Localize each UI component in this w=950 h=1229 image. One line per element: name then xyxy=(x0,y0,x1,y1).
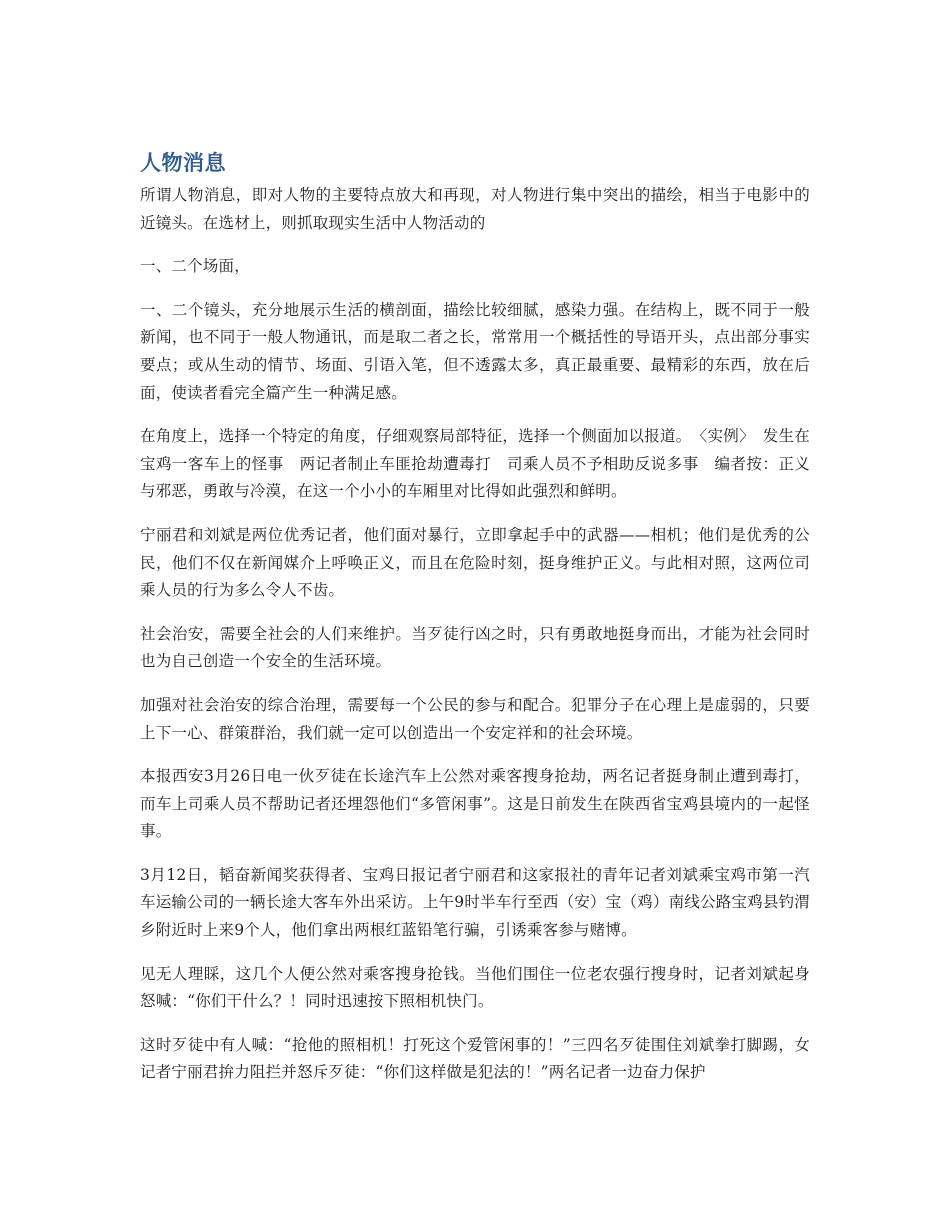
paragraph: 本报西安3月26日电一伙歹徒在长途汽车上公然对乘客搜身抢劫，两名记者挺身制止遭到毒打，而车上司乘人员不帮助记者还埋怨他们“多管闲事”。这是日前发生在陕西省宝鸡县境内的一起怪事。 xyxy=(140,767,810,841)
document-page xyxy=(140,148,810,1103)
paragraph: 一、二个镜头，充分地展示生活的横剖面，描绘比较细腻，感染力强。在结构上，既不同于一般新闻，也不同于一般人物通讯，而是取二者之长，常常用一个概括性的导语开头，点出部分事实要点；或从生动的情节、场面、引语入笔，但不透露太多，真正最重要、最精彩的东西，放在后面，使读者看完全篇产生一种满足感。 xyxy=(140,300,810,402)
paragraph: 所谓人物消息，即对人物的主要特点放大和再现，对人物进行集中突出的描绘，相当于电影中的近镜头。在选材上，则抓取现实生活中人物活动的 xyxy=(140,186,810,232)
paragraph: 3月12日，韬奋新闻奖获得者、宝鸡日报记者宁丽君和这家报社的青年记者刘斌乘宝鸡市第一汽车运输公司的一辆长途大客车外出采访。上午9时半车行至西（安）宝（鸡）南线公路宝鸡县钓渭乡附近时上来9个人，他们拿出两根红蓝铅笔行骗，引诱乘客参与赌博。 xyxy=(140,865,810,940)
paragraph: 社会治安，需要全社会的人们来维护。当歹徒行凶之时，只有勇敢地挺身而出，才能为社会同时也为自己创造一个安全的生活环境。 xyxy=(140,624,810,671)
paragraph: 见无人理睬，这几个人便公然对乘客搜身抢钱。当他们围住一位老农强行搜身时，记者刘斌起身怒喊：“你们干什么？！同时迅速按下照相机快门。 xyxy=(140,964,810,1011)
paragraph: 宁丽君和刘斌是两位优秀记者，他们面对暴行，立即拿起手中的武器——相机；他们是优秀的公民，他们不仅在新闻媒介上呼唤正义，而且在危险时刻，挺身维护正义。与此相对照，这两位司乘人员的行为多么令人不齿。 xyxy=(140,525,810,600)
paragraph: 这时歹徒中有人喊：“抢他的照相机！打死这个爱管闲事的！”三四名歹徒围住刘斌拳打脚踢，女记者宁丽君拚力阻拦并怒斥歹徒：“你们这样做是犯法的！”两名记者一边奋力保护 xyxy=(140,1035,810,1082)
document-title: 人物消息 xyxy=(140,151,226,175)
paragraph: 在角度上，选择一个特定的角度，仔细观察局部特征，选择一个侧面加以报道。 〈实例〉 发生在宝鸡一客车上的怪事 两记者制止车匪抢劫遭毒打 司乘人员不予相助反说多事 编者按：正义与邪恶，勇敢与冷漠，在这一个小小的车厢里对比得如此强烈和鲜明。 xyxy=(140,427,810,501)
paragraph: 加强对社会治安的综合治理，需要每一个公民的参与和配合。犯罪分子在心理上是虚弱的，只要上下一心、群策群治，我们就一定可以创造出一个安定祥和的社会环境。 xyxy=(140,695,810,742)
paragraph: 一、二个场面， xyxy=(140,257,250,276)
